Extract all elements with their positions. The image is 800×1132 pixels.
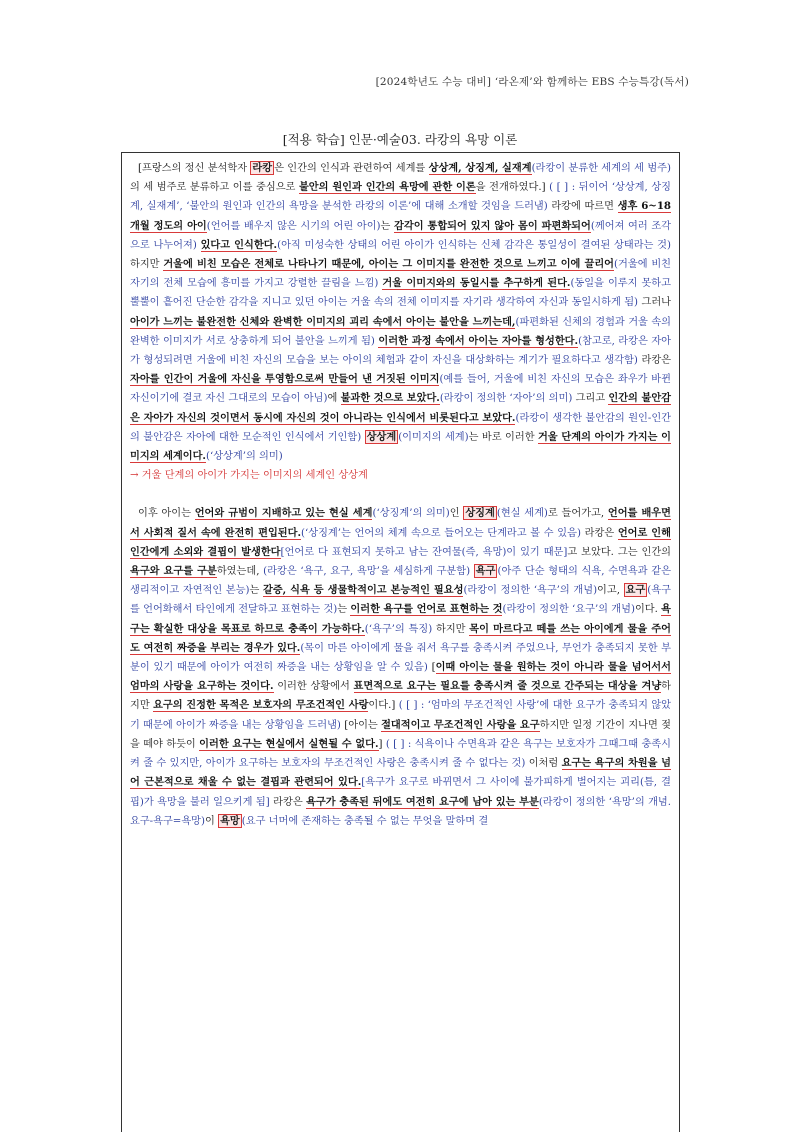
- body-text: 이다.: [634, 604, 662, 616]
- body-text: 는: [337, 604, 351, 616]
- annotation-text: (거울에 비친 자기의 전체 모습에 흥미를 가지고 강렬한 끌림을 느낌): [130, 259, 672, 290]
- body-text: 는: [380, 220, 395, 232]
- key-phrase: 아이가 느끼는 불완전한 신체와 완벽한 이미지의 괴리 속에서 아이는 불안을 느끼는데,: [130, 315, 516, 328]
- annotation-text: (‘상상계’의 의미): [205, 451, 283, 463]
- key-phrase: 절대적이고 무조건적인 사랑을 요구: [381, 718, 540, 731]
- body-text: 인: [449, 508, 464, 520]
- key-phrase: 생후 6~18개월 정도의 아이: [130, 200, 672, 232]
- annotation-text: (동일을 이루지 못하고 뿔뿔이 흩어진 단순한 감각을 지니고 있던 아이는 거울 속의 전체 이미지를 자기라 생각하여 자신과 동일시하게 됨): [130, 278, 671, 309]
- annotation-text: (‘욕구’의 특징): [364, 623, 433, 635]
- key-phrase: 욕구는 확실한 대상을 목표로 하므로 충족이 가능하다.: [130, 603, 671, 635]
- key-phrase: 있다고 인식한다.: [200, 238, 278, 251]
- key-term: 욕구: [475, 565, 496, 578]
- key-phrase: 언어를 배우면서 사회적 질서 속에 완전히 편입된다.: [130, 507, 671, 539]
- body-text: 이다.]: [368, 700, 399, 712]
- paragraph-1: [130, 159, 671, 466]
- body-text: 로 들어가고,: [547, 508, 608, 520]
- annotation-text: (‘상징계’의 의미): [372, 508, 450, 520]
- annotation-text: (현실 세계): [496, 508, 548, 520]
- annotation-text: ( [ ] : 식욕이나 수면욕과 같은 욕구는 보호자가 그때그때 충족시켜 줄 수 있지만, 아이가 요구하는 보호자의 무조건적인 사랑은 충족시켜 줄 수 없다는 것): [130, 738, 671, 770]
- summary-arrow-note: → 거울 단계의 아이가 가지는 이미지의 세계인 상상계: [130, 470, 368, 482]
- body-text: 의 세 범주로 분류하고 이를 중심으로: [130, 182, 299, 194]
- annotation-text: (라캉이 분류한 세계의 세 범주): [531, 163, 671, 174]
- key-term: 상상계: [366, 430, 397, 443]
- body-text: 는: [249, 585, 263, 597]
- annotation-text: (언어를 배우지 않은 시기의 어린 아이): [206, 220, 381, 232]
- key-phrase: 요구의 진정한 목적은 보호자의 무조건적인 사랑: [153, 699, 369, 712]
- body-text: 라캉에 따르면: [547, 201, 618, 213]
- paragraph-gap: [130, 485, 671, 504]
- annotation-text: (라캉은 ‘욕구, 요구, 욕망’을 세심하게 구분함): [263, 566, 471, 578]
- body-text: 이러한 상황에서: [273, 681, 354, 693]
- key-phrase: 표면적으로 요구는 필요를 충족시켜 줄 것으로 간주되는 대상을 겨냥: [353, 680, 662, 693]
- body-text: 을 전개하였다.]: [475, 182, 550, 194]
- annotation-text: (께어져 여러 조각으로 나누어져): [130, 220, 672, 251]
- body-text: 에: [327, 393, 341, 405]
- body-text: 이후 아이는: [138, 508, 195, 520]
- key-phrase: 이러한 요구는 현실에서 실현될 수 없다.: [199, 737, 379, 750]
- annotation-text: (아주 단순 형태의 식욕, 수면욕과 같은 생리적이고 자연적인 본능): [130, 566, 671, 597]
- body-text: 하였는데,: [216, 566, 264, 578]
- key-phrase: 불과한 것으로 보았다.: [340, 392, 440, 405]
- body-text: 라캉은: [637, 355, 672, 367]
- key-phrase: 욕구가 충족된 뒤에도 여전히 요구에 남아 있는 부분: [306, 795, 539, 808]
- key-term: 요구: [625, 584, 646, 597]
- key-phrase: 거울에 비친 모습은 전체로 나타나기 때문에, 아이는 그 이미지를 완전한 것으로 느끼고 이에 끌리어: [163, 258, 615, 271]
- content-box: [121, 152, 680, 1132]
- annotation-text: (이미지의 세계): [398, 431, 469, 443]
- key-phrase: 갈증, 식욕 등 생물학적이고 본능적인 필요성: [263, 584, 464, 597]
- annotation-text: (목이 마른 아이에게 물을 줘서 욕구를 충족시켜 주었으나, 무언가 충족되지 못한 부분이 있기 때문에 아이가 여전히 짜증을 내는 상황임을 알 수 있음): [130, 642, 671, 674]
- key-phrase: 언어와 규범이 지배하고 있는 현실 세계: [194, 507, 373, 520]
- body-text: 고 보았다. 그는 인간의: [567, 546, 672, 558]
- annotation-text: (라캉이 정의한 ‘욕망’의 개념. 요구-욕구=욕망): [130, 796, 672, 827]
- annotation-text: ( [ ] : 뒤이어 ‘상상계, 상징계, 실재계’, ‘불안의 원인과 인간의 욕망을 분석한 라캉의 이론’에 대해 소개할 것임을 드러냄): [130, 182, 671, 213]
- body-text: 라캉은: [580, 527, 618, 539]
- key-phrase: 욕구와 요구를 구분: [130, 565, 217, 578]
- annotation-text: (예를 들어, 거울에 비친 자신의 모습은 좌우가 바뀐 자신이기에 결코 자신 그대로의 모습이 아님): [130, 374, 671, 405]
- annotation-text: (파편화된 신체의 경험과 거울 속의 완벽한 이미지가 서로 상충하게 되어 불안을 느끼게 됨): [130, 316, 671, 347]
- body-text: 이: [205, 815, 219, 827]
- annotation-text: (라캉이 생각한 불안감의 원인-인간의 불안감은 자아에 대한 모순적인 인식에서 기인함): [130, 412, 671, 443]
- key-phrase: 언어로 인해 인간에게 소외와 결핍이 발생한다: [130, 526, 671, 558]
- key-phrase: 불안의 원인과 인간의 욕망에 관한 이론: [298, 181, 476, 194]
- annotation-text: (라캉이 정의한 ‘요구’의 개념): [502, 604, 635, 616]
- body-text: [197, 240, 201, 251]
- annotation-text: (참고로, 라캉은 자아가 형성되려면 거울에 비친 자신의 모습을 보는 아이의 체험과 같이 자신을 대상화하는 계기가 필요하다고 생각함): [130, 335, 671, 367]
- body-text: [프랑스의 정신 분석학자: [138, 163, 251, 174]
- body-text: 하지만: [130, 681, 671, 712]
- body-text: 하지만: [130, 259, 164, 271]
- body-text: 는 바로 이러한: [468, 431, 538, 443]
- annotation-text: ( [ ] : ‘엄마의 무조건적인 사랑’에 대한 요구가 충족되지 않았기 때문에 아이가 짜증을 내는 상황임을 드러냄): [130, 700, 671, 731]
- body-text: [: [427, 662, 436, 674]
- body-text: 하지만 일정 기간이 지나면 젖을 떼야 하듯이: [130, 719, 672, 750]
- body-text: 이처럼: [525, 758, 562, 770]
- key-phrase: 이때 아이는 물을 원하는 것이 아니라 물을 넘어서서 엄마의 사랑을 요구하는 것이다.: [130, 661, 671, 693]
- key-term: 라캉: [252, 162, 273, 174]
- section-title: [적용 학습] 인문·예술03. 라캉의 욕망 이론: [282, 132, 518, 147]
- key-phrase: 감각이 통합되어 있지 않아 몸이 파편화되어: [394, 219, 591, 232]
- body-text: 라캉은: [269, 796, 307, 808]
- key-phrase: 목이 마르다고 떼를 쓰는 아이에게 물을 주어도 여전히 짜증을 부리는 경우가 있다.: [130, 622, 671, 654]
- key-term: 상징계: [465, 507, 495, 520]
- key-phrase: 자아를 인간이 거울에 자신을 투영함으로써 만들어 낸 거짓된 이미지: [130, 373, 440, 386]
- key-phrase: 인간의 불안감은 자아가 자신의 것이면서 동시에 자신의 것이 아니라는 인식에서 비롯된다고 보았다.: [130, 392, 671, 424]
- body-text: [아이는: [340, 719, 382, 731]
- body-text: ]: [378, 738, 386, 750]
- annotation-text: (라캉이 정의한 ‘자아’의 의미): [439, 393, 573, 405]
- key-phrase: 거울 단계의 아이가 가지는 이미지의 세계이다.: [130, 430, 672, 463]
- body-text: 그러나: [638, 297, 671, 309]
- key-term: 욕망: [220, 814, 240, 827]
- annotation-text: (요구 너머에 존재하는 충족될 수 없는 무엇을 말하며 결: [241, 815, 489, 827]
- annotation-text: (‘상징계’는 언어의 체계 속으로 들어오는 단계라고 볼 수 있음): [301, 527, 581, 539]
- key-phrase: 상상계, 상징계, 실재계: [428, 162, 532, 174]
- paragraph-2: [130, 504, 671, 830]
- annotation-text: (라캉이 정의한 ‘욕구’의 개념): [463, 585, 598, 597]
- key-phrase: 거울 이미지와의 동일시를 추구하게 된다.: [382, 277, 571, 290]
- body-text: 하지만: [432, 623, 470, 635]
- annotation-text: [언어로 다 표현되지 못하고 남는 잔여물(즉, 욕망)이 있기 때문]: [280, 546, 568, 558]
- body-text: 은 인간의 인식과 관련하여 세계를: [274, 163, 429, 174]
- key-phrase: 요구는 욕구의 차원을 넘어 근본적으로 채울 수 없는 결핍과 관련되어 있다.: [130, 757, 671, 789]
- annotation-text: (아직 미성숙한 상태의 어린 아이가 인식하는 신체 감각은 통일성이 결여된 상태라는 것): [277, 239, 671, 251]
- body-text: 이고,: [597, 585, 624, 597]
- annotation-text: (욕구를 언어화해서 타인에게 전달하고 표현하는 것): [130, 585, 671, 616]
- page-header: [2024학년도 수능 대비] ‘라온제’와 함께하는 EBS 수능특강(독서): [375, 76, 689, 88]
- body-text: 그리고: [572, 393, 609, 405]
- key-phrase: 이러한 과정 속에서 아이는 자아를 형성한다.: [378, 334, 579, 347]
- annotation-text: [욕구가 요구로 바뀌면서 그 사이에 불가피하게 벌어지는 괴리(틈, 결핍)가 욕망을 불러 일으키게 됨]: [130, 777, 671, 808]
- key-phrase: 이러한 욕구를 언어로 표현하는 것: [350, 603, 503, 616]
